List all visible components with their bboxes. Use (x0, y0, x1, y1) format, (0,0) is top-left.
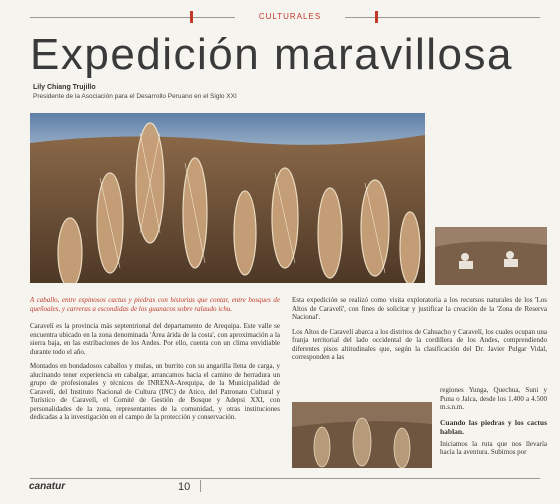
subheading: Cuando las piedras y los cactus hablan. (440, 417, 547, 436)
footer-rule (30, 478, 540, 479)
paragraph: Caravelí es la provincia más septentrional del departamento de Arequipa. Este valle se encuentra ubicado en la zona denominada 'Área árida de la costa', con aproximación a la sierra baja, en las estribaciones de los Andes. Por ello, cuenta con un clima envidiable durante todo el año. (30, 322, 280, 356)
paragraph: regiones Yunga, Quechua, Suni y Puna o Jalca, desde los 1.400 a 4.500 m.s.n.m. (440, 386, 547, 412)
page-number: 10 (178, 481, 191, 493)
paragraph: Montados en bondadosos caballos y mulas, un burrito con su angarilla llena de carga, y alucinando tener experiencia en cabalgar, arrancamos hacia el camino de herradura un grupo de profesionales y técnicos de INRENA-Arequipa, de la Municipalidad de Caravelí, del Instituto Nacional de Cultura (INC) de Atico, del Patronato Cultural y Turístico de Caravelí, el Comité de Gestión de Bosque y Adepsi XXI, con personalidades de la zona, representantes de la comunidad, y otras instituciones dedicadas a la investigación en el campo de la protección y conservación. (30, 362, 280, 422)
header-tick-left (190, 11, 193, 23)
paragraph: Iniciamos la ruta que nos llevaría hacia la aventura. Subimos por (440, 439, 547, 457)
text-column-2 (292, 296, 547, 368)
desert-cactus-photo (292, 402, 432, 468)
text-column-1 (30, 322, 280, 428)
section-label: CULTURALES (235, 12, 345, 21)
footer-tick (200, 480, 201, 492)
paragraph: Los Altos de Caravelí abarca a los distritos de Cahuacho y Caravelí, los cuales ocupan una franja territorial del lado occidental de la cordillera de los Andes, comprendiendo diferentes pisos altitudinales que, según la clasificación del Dr. Javier Pulgar Vidal, corresponden a las (292, 327, 547, 362)
article-title: Expedición maravillosa (30, 30, 513, 79)
header-tick-right (375, 11, 378, 23)
brand-logo: canatur (29, 481, 66, 492)
paragraph: Esta expedición se realizó como visita exploratoria a los recursos naturales de los 'Los Altos de Caravelí', con fines de solicitar y justificar la creación de la 'Zona de Reserva Nacional'. (292, 296, 547, 322)
author-affiliation: Presidente de la Asociación para el Desarrollo Peruano en el Siglo XXI (33, 93, 237, 100)
riders-photo (435, 227, 547, 285)
article-author: Lily Chiang Trujillo (33, 84, 96, 91)
text-column-3 (440, 386, 547, 463)
cactus-photo (30, 113, 425, 283)
photo-caption: A caballo, entre espinosos cactus y piedras con historias que contar, entre bosques de queñoales, y carreras a escondidas de los guanacos sobre ralaudo ichu. (30, 296, 280, 313)
